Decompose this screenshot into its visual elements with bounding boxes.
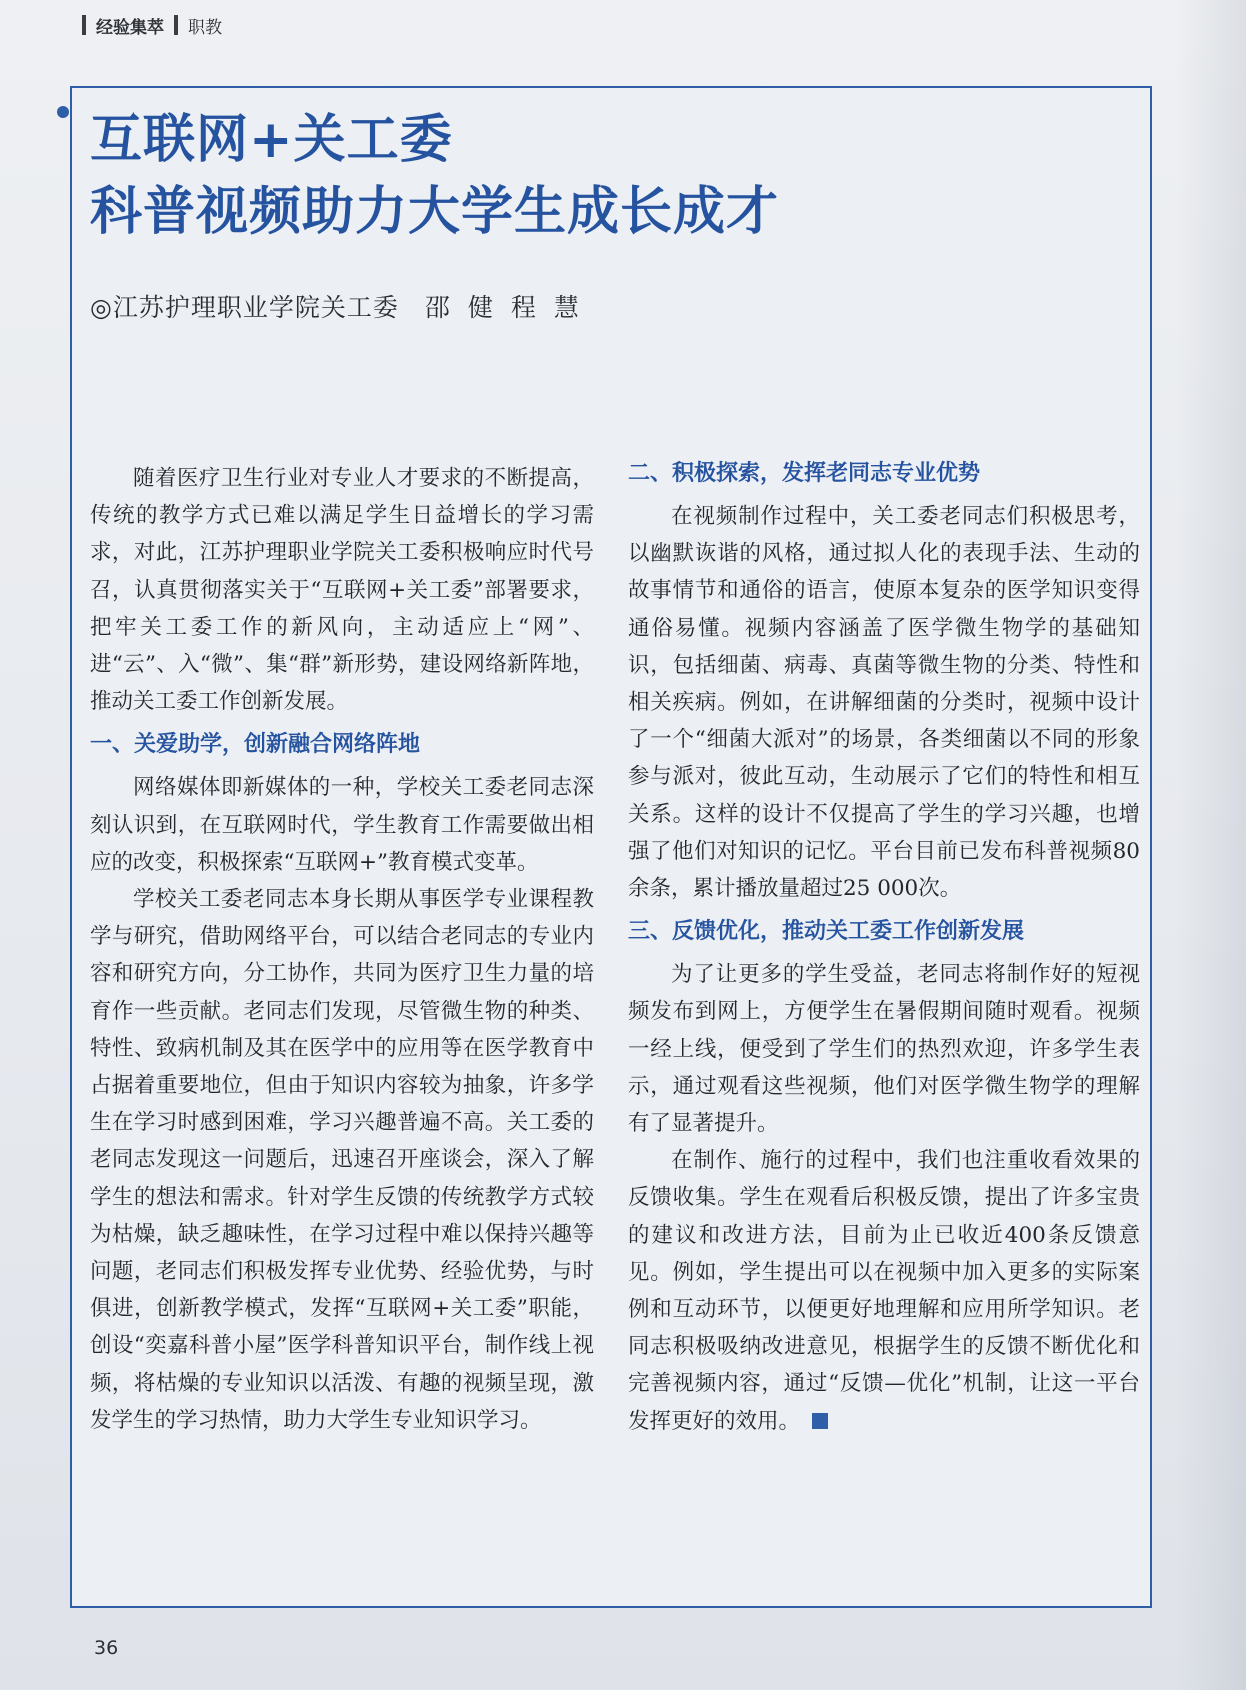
end-mark-icon [812,1413,828,1429]
intro-paragraph: 随着医疗卫生行业对专业人才要求的不断提高，传统的教学方式已难以满足学生日益增长的学习需求，对此，江苏护理职业学院关工委积极响应时代号召，认真贯彻落实关于“互联网+关工委”部署要求，把牢关工委工作的新风向，主动适应上“网”、进“云”、入“微”、集“群”新形势，建设网络新阵地，推动关工委工作创新发展。 [90,466,594,715]
article-title [90,104,850,248]
final-paragraph-text: 在制作、施行的过程中，我们也注重收看效果的反馈收集。学生在观看后积极反馈，提出了许多宝贵的建议和改进方法，目前为止已收近400条反馈意见。例如，学生提出可以在视频中加入更多的实际案例和互动环节，以便更好地理解和应用所学知识。老同志积极吸纳改进意见，根据学生的反馈不断优化和完善视频内容，通过“反馈—优化”机制，让这一平台发挥更好的效用。 [628,1148,1140,1434]
header-subsection: 职教 [188,17,222,38]
left-column [90,460,594,1439]
page-number: 36 [94,1637,119,1659]
paragraph [628,1142,1140,1440]
frame-dot-icon [57,106,69,118]
header-section: 经验集萃 [96,17,164,38]
running-header [82,10,222,40]
section-heading-1: 一、关爱助学，创新融合网络阵地 [90,732,421,758]
header-bar-icon [82,15,86,35]
byline [90,288,597,324]
right-column [628,455,1140,1440]
paragraph: 学校关工委老同志本身长期从事医学专业课程教学与研究，借助网络平台，可以结合老同志的专业内容和研究方向，分工协作，共同为医疗卫生力量的培育作一些贡献。老同志们发现，尽管微生物的种类、特性、致病机制及其在医学中的应用等在医学教育中占据着重要地位，但由于知识内容较为抽象，许多学生在学习时感到困难，学习兴趣普遍不高。关工委的老同志发现这一问题后，迅速召开座谈会，深入了解学生的想法和需求。针对学生反馈的传统教学方式较为枯燥，缺乏趣味性，在学习过程中难以保持兴趣等问题，老同志们积极发挥专业优势、经验优势，与时俱进，创新教学模式，发挥“互联网+关工委”职能，创设“奕嘉科普小屋”医学科普知识平台，制作线上视频，将枯燥的专业知识以活泼、有趣的视频呈现，激发学生的学习热情，助力大学生专业知识学习。 [90,887,594,1433]
paragraph: 在视频制作过程中，关工委老同志们积极思考，以幽默诙谐的风格，通过拟人化的表现手法、生动的故事情节和通俗的语言，使原本复杂的医学知识变得通俗易懂。视频内容涵盖了医学微生物学的基础知识，包括细菌、病毒、真菌等微生物的分类、特性和相关疾病。例如，在讲解细菌的分类时，视频中设计了一个“细菌大派对”的场景，各类细菌以不同的形象参与派对，彼此互动，生动展示了它们的特性和相互关系。这样的设计不仅提高了学生的学习兴趣，也增强了他们对知识的记忆。平台目前已发布科普视频80余条，累计播放量超过25 000次。 [628,504,1140,902]
byline-authors: 邵健程慧 [424,293,597,322]
byline-org: ◎江苏护理职业学院关工委 [90,293,399,322]
title-line-2: 科普视频助力大学生成长成才 [90,182,780,242]
section-heading-2: 二、积极探索，发挥老同志专业优势 [628,461,981,486]
paragraph: 网络媒体即新媒体的一种，学校关工委老同志深刻认识到，在互联网时代，学生教育工作需要做出相应的改变，积极探索“互联网+”教育模式变革。 [90,775,594,875]
header-bar-icon [174,15,178,35]
title-line-1: 互联网+关工委 [90,110,453,170]
section-heading-3: 三、反馈优化，推动关工委工作创新发展 [628,919,1025,945]
paragraph: 为了让更多的学生受益，老同志将制作好的短视频发布到网上，方便学生在暑假期间随时观看。视频一经上线，便受到了学生们的热烈欢迎，许多学生表示，通过观看这些视频，他们对医学微生物学的理解有了显著提升。 [628,962,1140,1137]
page-edge-shadow [1176,0,1246,1690]
